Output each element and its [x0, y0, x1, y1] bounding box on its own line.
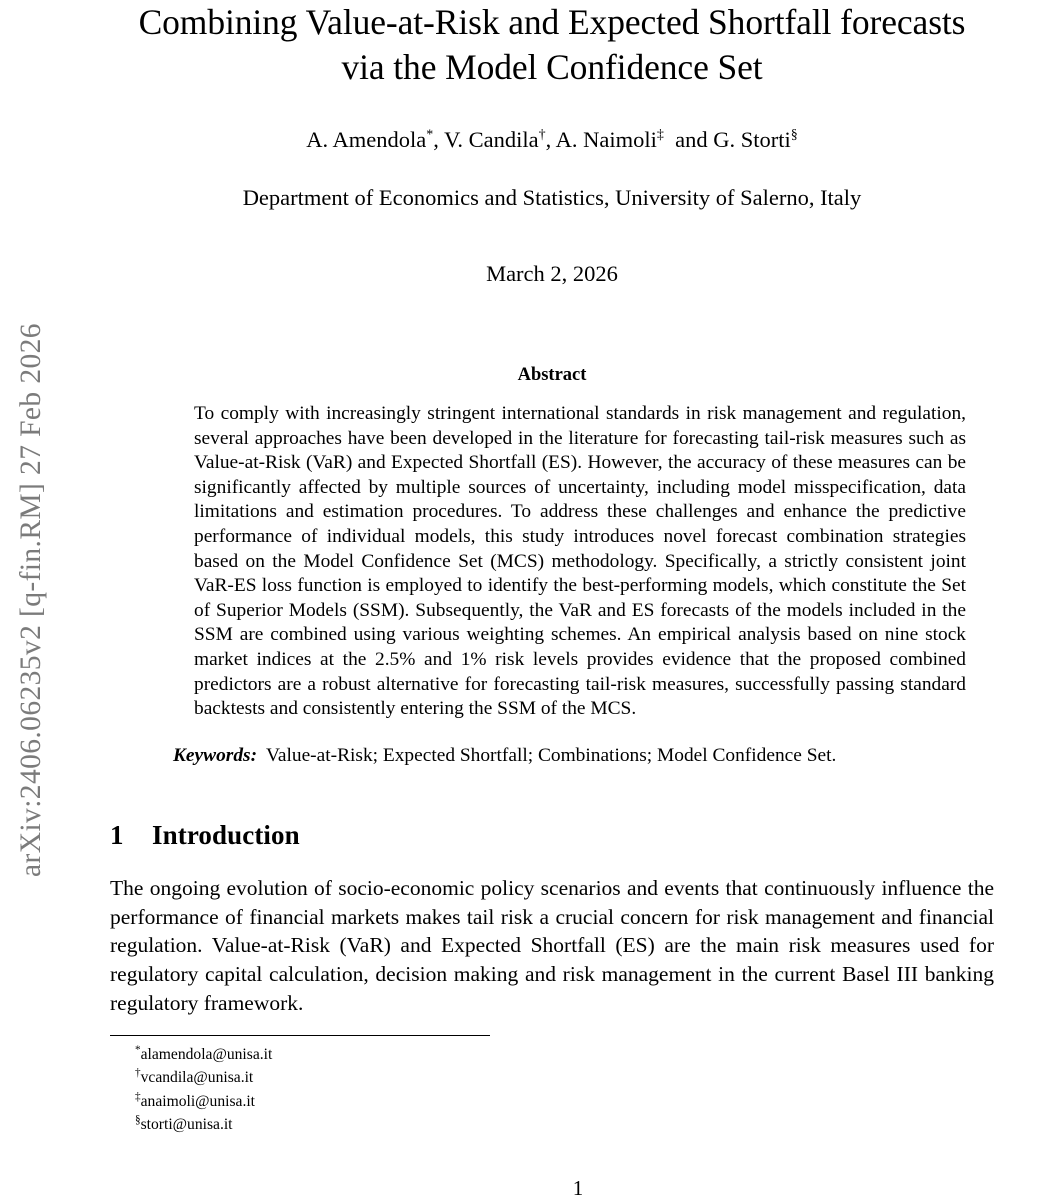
- author-footnote-mark-1: *: [426, 127, 434, 143]
- keywords-label: Keywords:: [173, 744, 258, 766]
- page-number-value: 1: [572, 1176, 584, 1200]
- author-naimoli: A. Naimoli‡: [555, 127, 664, 152]
- footnote-email: alamendola@unisa.it: [140, 1046, 273, 1063]
- footnote-email: anaimoli@unisa.it: [140, 1092, 256, 1110]
- keywords-line: [173, 744, 966, 769]
- footnote-mark: §: [135, 1113, 141, 1126]
- footnote-area: [110, 1035, 610, 1136]
- publication-date: March 2, 2026: [486, 261, 618, 286]
- footnote-email: vcandila@unisa.it: [140, 1069, 254, 1087]
- author-footnote-mark-4: §: [790, 127, 798, 143]
- footnote-separator-rule: [110, 1035, 490, 1036]
- author-footnote-mark-2: †: [538, 127, 546, 143]
- title-line-1: Combining Value-at-Risk and Expected Shortfall forecasts: [138, 2, 966, 42]
- affiliation: Department of Economics and Statistics, University of Salerno, Italy: [242, 185, 862, 210]
- title-line-2: via the Model Confidence Set: [341, 47, 763, 87]
- author-storti: and G. Storti§: [669, 127, 798, 152]
- footnote-mark: †: [135, 1067, 141, 1080]
- page-number: [0, 1176, 1052, 1200]
- page-title: [110, 0, 994, 90]
- footnote-item: [110, 1090, 610, 1113]
- keywords-value: Value-at-Risk; Expected Shortfall; Combinations; Model Confidence Set.: [266, 744, 837, 766]
- paper-content-column: [110, 0, 994, 1039]
- author-amendola: A. Amendola*,: [306, 127, 439, 152]
- section-heading-introduction: [110, 820, 994, 851]
- abstract-text: To comply with increasingly stringent international standards in risk management and regulation, several approaches have been developed in the literature for forecasting tail-risk measures such as Value-at-Risk (VaR) and Expected Shortfall (ES). However, the accuracy of these measures can be significantly affected by multiple sources of uncertainty, including model misspecification, data limitations and estimation procedures. To address these challenges and enhance the predictive performance of individual models, this study introduces novel forecast combination strategies based on the Model Confidence Set (MCS) methodology. Specifically, a strictly consistent joint VaR-ES loss function is employed to identify the best-performing models, which constitute the Set of Superior Models (SSM). Subsequently, the VaR and ES forecasts of the models included in the SSM are combined using various weighting schemes. An empirical analysis based on nine stock market indices at the 2.5% and 1% risk levels provides evidence that the proposed combined predictors are a robust alternative for forecasting tail-risk measures, successfully passing standard backtests and consistently entering the SSM of the MCS.: [194, 403, 966, 720]
- abstract-heading: Abstract: [517, 365, 587, 385]
- arxiv-identifier-stamp: arXiv:2406.06235v2 [q-fin.RM] 27 Feb 2026: [14, 323, 47, 877]
- section-number: 1: [110, 820, 124, 851]
- author-footnote-mark-3: ‡: [656, 127, 664, 143]
- footnote-item: [110, 1113, 610, 1136]
- footnote-item: [110, 1066, 610, 1089]
- footnote-item: [110, 1043, 610, 1066]
- abstract-block: [138, 402, 966, 768]
- section-title: Introduction: [152, 820, 300, 851]
- introduction-paragraph: The ongoing evolution of socio-economic policy scenarios and events that continuously influence the performance of financial markets makes tail risk a crucial concern for risk management and financial regulation. Value-at-Risk (VaR) and Expected Shortfall (ES) are the main risk measures used for regulatory capital calculation, decision making and risk management in the current Basel III banking regulatory framework.: [110, 875, 994, 1015]
- footnote-mark: *: [135, 1043, 141, 1056]
- footnote-mark: ‡: [135, 1090, 141, 1103]
- author-list: [110, 126, 994, 154]
- footnote-email: storti@unisa.it: [140, 1115, 233, 1133]
- author-candila: V. Candila†,: [444, 127, 552, 152]
